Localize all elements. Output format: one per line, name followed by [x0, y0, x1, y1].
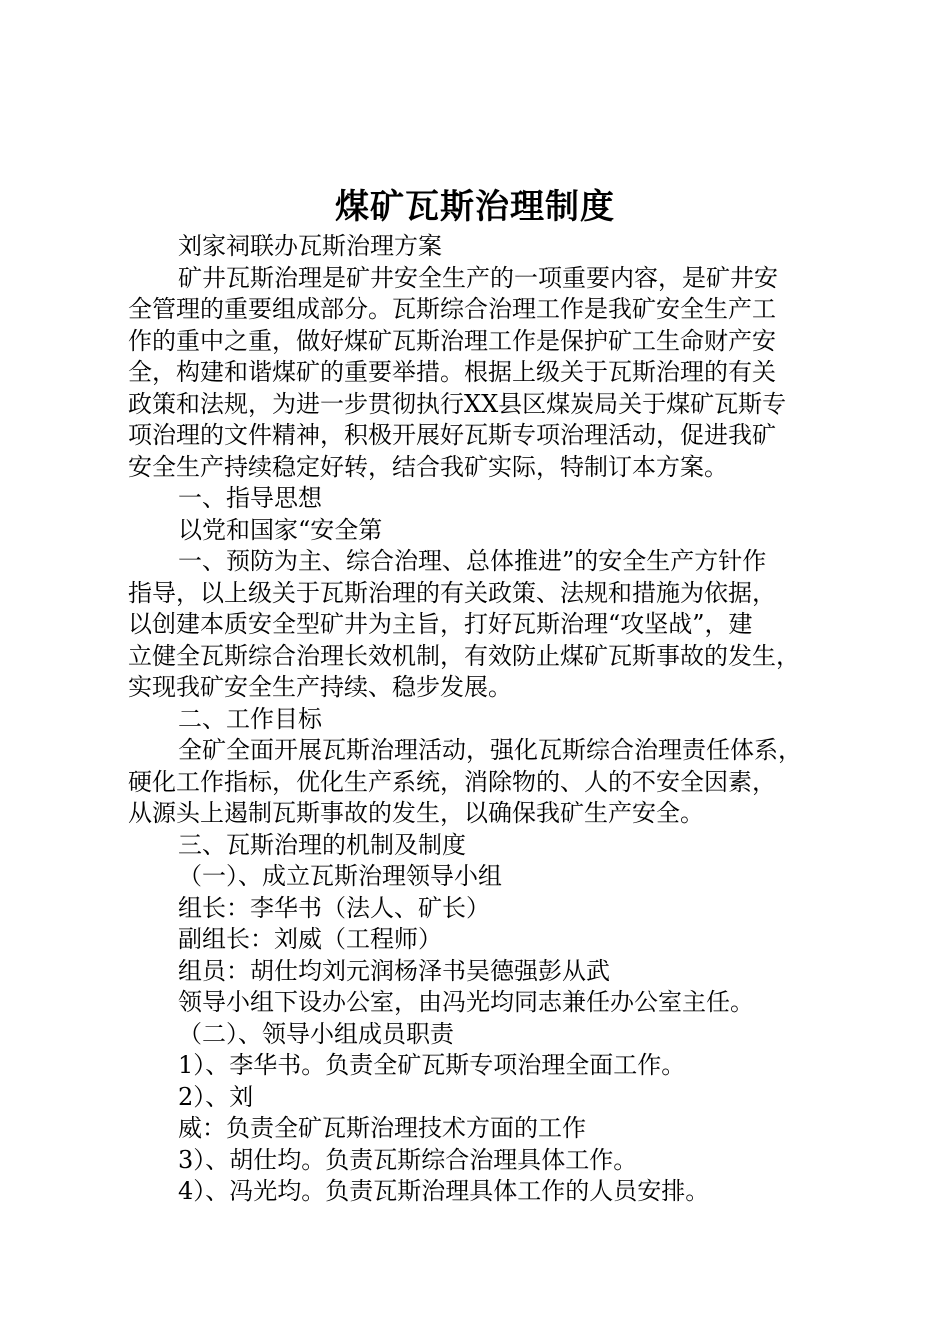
text-line: 一、预防为主、综合治理、总体推进”的安全生产方针作 — [178, 547, 767, 575]
text-line: 项治理的文件精神，积极开展好瓦斯专项治理活动，促进我矿 — [128, 421, 776, 449]
text-line: 全，构建和谐煤矿的重要举措。根据上级关于瓦斯治理的有关 — [128, 358, 776, 386]
text-line: 二、工作目标 — [178, 704, 322, 733]
text-line: 3）、胡仕均。负责瓦斯综合治理具体工作。 — [178, 1145, 638, 1174]
text-line: 刘家祠联办瓦斯治理方案 — [178, 232, 442, 260]
text-line: 组员：胡仕均刘元润杨泽书吴德强彭从武 — [178, 956, 610, 985]
text-line: 2）、刘 — [178, 1082, 254, 1111]
text-line: 矿井瓦斯治理是矿井安全生产的一项重要内容，是矿井安 — [178, 263, 778, 292]
text-line: 实现我矿安全生产持续、稳步发展。 — [128, 673, 512, 701]
text-line: 以创建本质安全型矿井为主旨，打好瓦斯治理“攻坚战”，建 — [128, 610, 753, 638]
text-line: 三、瓦斯治理的机制及制度 — [178, 830, 466, 859]
text-line: 一、指导思想 — [178, 484, 322, 512]
text-line: 威：负责全矿瓦斯治理技术方面的工作 — [178, 1114, 586, 1142]
text-line: 指导，以上级关于瓦斯治理的有关政策、法规和措施为依据， — [128, 578, 776, 607]
text-line: 安全生产持续稳定好转，结合我矿实际，特制订本方案。 — [128, 452, 728, 481]
document-body — [128, 231, 848, 1208]
text-line: 4）、冯光均。负责瓦斯治理具体工作的人员安排。 — [178, 1177, 710, 1205]
text-line: 全矿全面开展瓦斯治理活动，强化瓦斯综合治理责任体系， — [178, 736, 802, 764]
text-line: 硬化工作指标，优化生产系统，消除物的、人的不安全因素， — [128, 767, 776, 796]
text-line: （二）、领导小组成员职责 — [178, 1019, 454, 1048]
text-line: 以党和国家“安全第 — [178, 515, 383, 544]
text-line: 政策和法规，为进一步贯彻执行XX县区煤炭局关于煤矿瓦斯专 — [128, 389, 787, 418]
text-line: 全管理的重要组成部分。瓦斯综合治理工作是我矿安全生产工 — [128, 295, 776, 323]
text-line: 副组长：刘威（工程师） — [178, 925, 442, 953]
text-line: 1）、李华书。负责全矿瓦斯专项治理全面工作。 — [178, 1051, 686, 1079]
text-line: （一）、成立瓦斯治理领导小组 — [178, 862, 502, 890]
document-title: 煤矿瓦斯治理制度 — [335, 187, 615, 227]
text-line: 作的重中之重，做好煤矿瓦斯治理工作是保护矿工生命财产安 — [128, 326, 776, 355]
text-line: 从源头上遏制瓦斯事故的发生，以确保我矿生产安全。 — [128, 799, 704, 827]
text-line: 立健全瓦斯综合治理长效机制，有效防止煤矿瓦斯事故的发生， — [128, 641, 800, 670]
text-line: 领导小组下设办公室，由冯光均同志兼任办公室主任。 — [178, 988, 754, 1016]
text-line: 组长：李华书（法人、矿长） — [178, 893, 490, 922]
